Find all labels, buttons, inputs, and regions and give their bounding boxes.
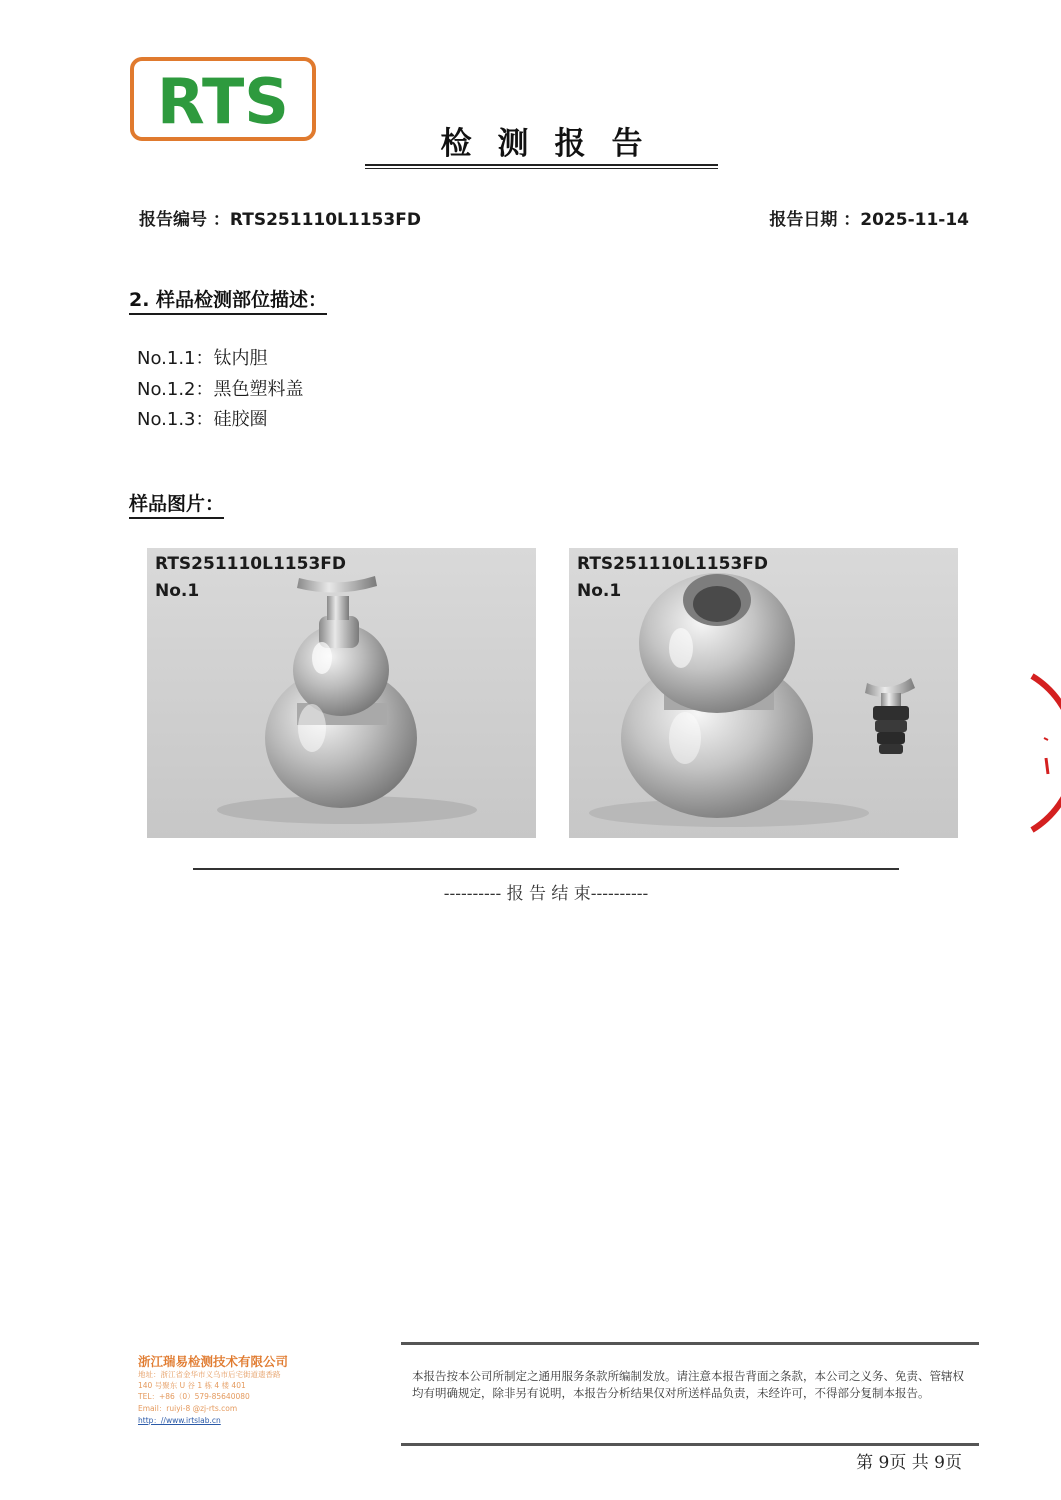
part-code: No.1.1： [137,348,214,369]
part-code: No.1.2： [137,379,214,400]
section-title: 2. 样品检测部位描述： [129,285,327,315]
disclaimer-text: 本报告按本公司所制定之通用服务条款所编制发放。请注意本报告背面之条款，本公司之义务、免责、管辖权均有明确规定，除非另有说明，本报告分析结果仅对所送样品负责，未经许可，不得部分复制本报告。 [412,1369,964,1400]
company-email: Email：ruiyi-8 @zj-rts.com [138,1404,238,1413]
red-stamp-fragment [1018,668,1061,838]
title-rule [365,164,718,166]
end-rule [193,868,899,870]
part-code: No.1.3： [137,409,214,430]
report-number [139,205,421,230]
sample-photo [569,548,958,838]
part-name: 黑色塑料盖 [213,379,304,400]
report-date-value: 2025-11-14 [860,210,969,230]
report-date [769,205,969,230]
company-website-link[interactable]: http：//www.irtslab.cn [138,1416,221,1425]
part-name: 硅胶圈 [213,409,268,430]
photo-sample-id: RTS251110L1153FD [155,554,347,574]
footer-rule-bottom [401,1443,979,1446]
part-item [137,405,268,431]
rts-logo [130,57,316,141]
company-address-2: 140 号聚东 U 谷 1 栋 4 楼 401 [138,1381,246,1390]
gourd-bottle-parts-image [569,548,958,838]
company-tel: TEL：+86（0）579-85640080 [138,1392,250,1401]
title-rule-thin [365,168,718,169]
part-name: 钛内胆 [213,348,268,369]
company-name: 浙江瑞易检测技术有限公司 [138,1354,289,1369]
report-title: 检测报告 [440,126,669,162]
footer-rule-top [401,1342,979,1345]
photos-title: 样品图片： [129,489,224,519]
gourd-bottle-image [147,548,536,838]
report-number-label: 报告编号 ： [139,210,230,230]
report-number-value: RTS251110L1153FD [229,210,421,230]
photo-sample-no: No.1 [155,581,200,601]
part-item [137,344,268,370]
end-of-report: ---------- 报 告 结 束---------- [443,884,649,904]
photo-sample-id: RTS251110L1153FD [577,554,769,574]
logo-text: RTS [157,65,289,138]
sample-photo [147,548,536,838]
page-number: 第 9页 共 9页 [856,1453,962,1473]
company-address: 地址：浙江省金华市义乌市后宅街道遗香路 [138,1370,281,1379]
part-item [137,375,304,401]
photo-sample-no: No.1 [577,581,622,601]
report-date-label: 报告日期 ： [769,210,861,230]
